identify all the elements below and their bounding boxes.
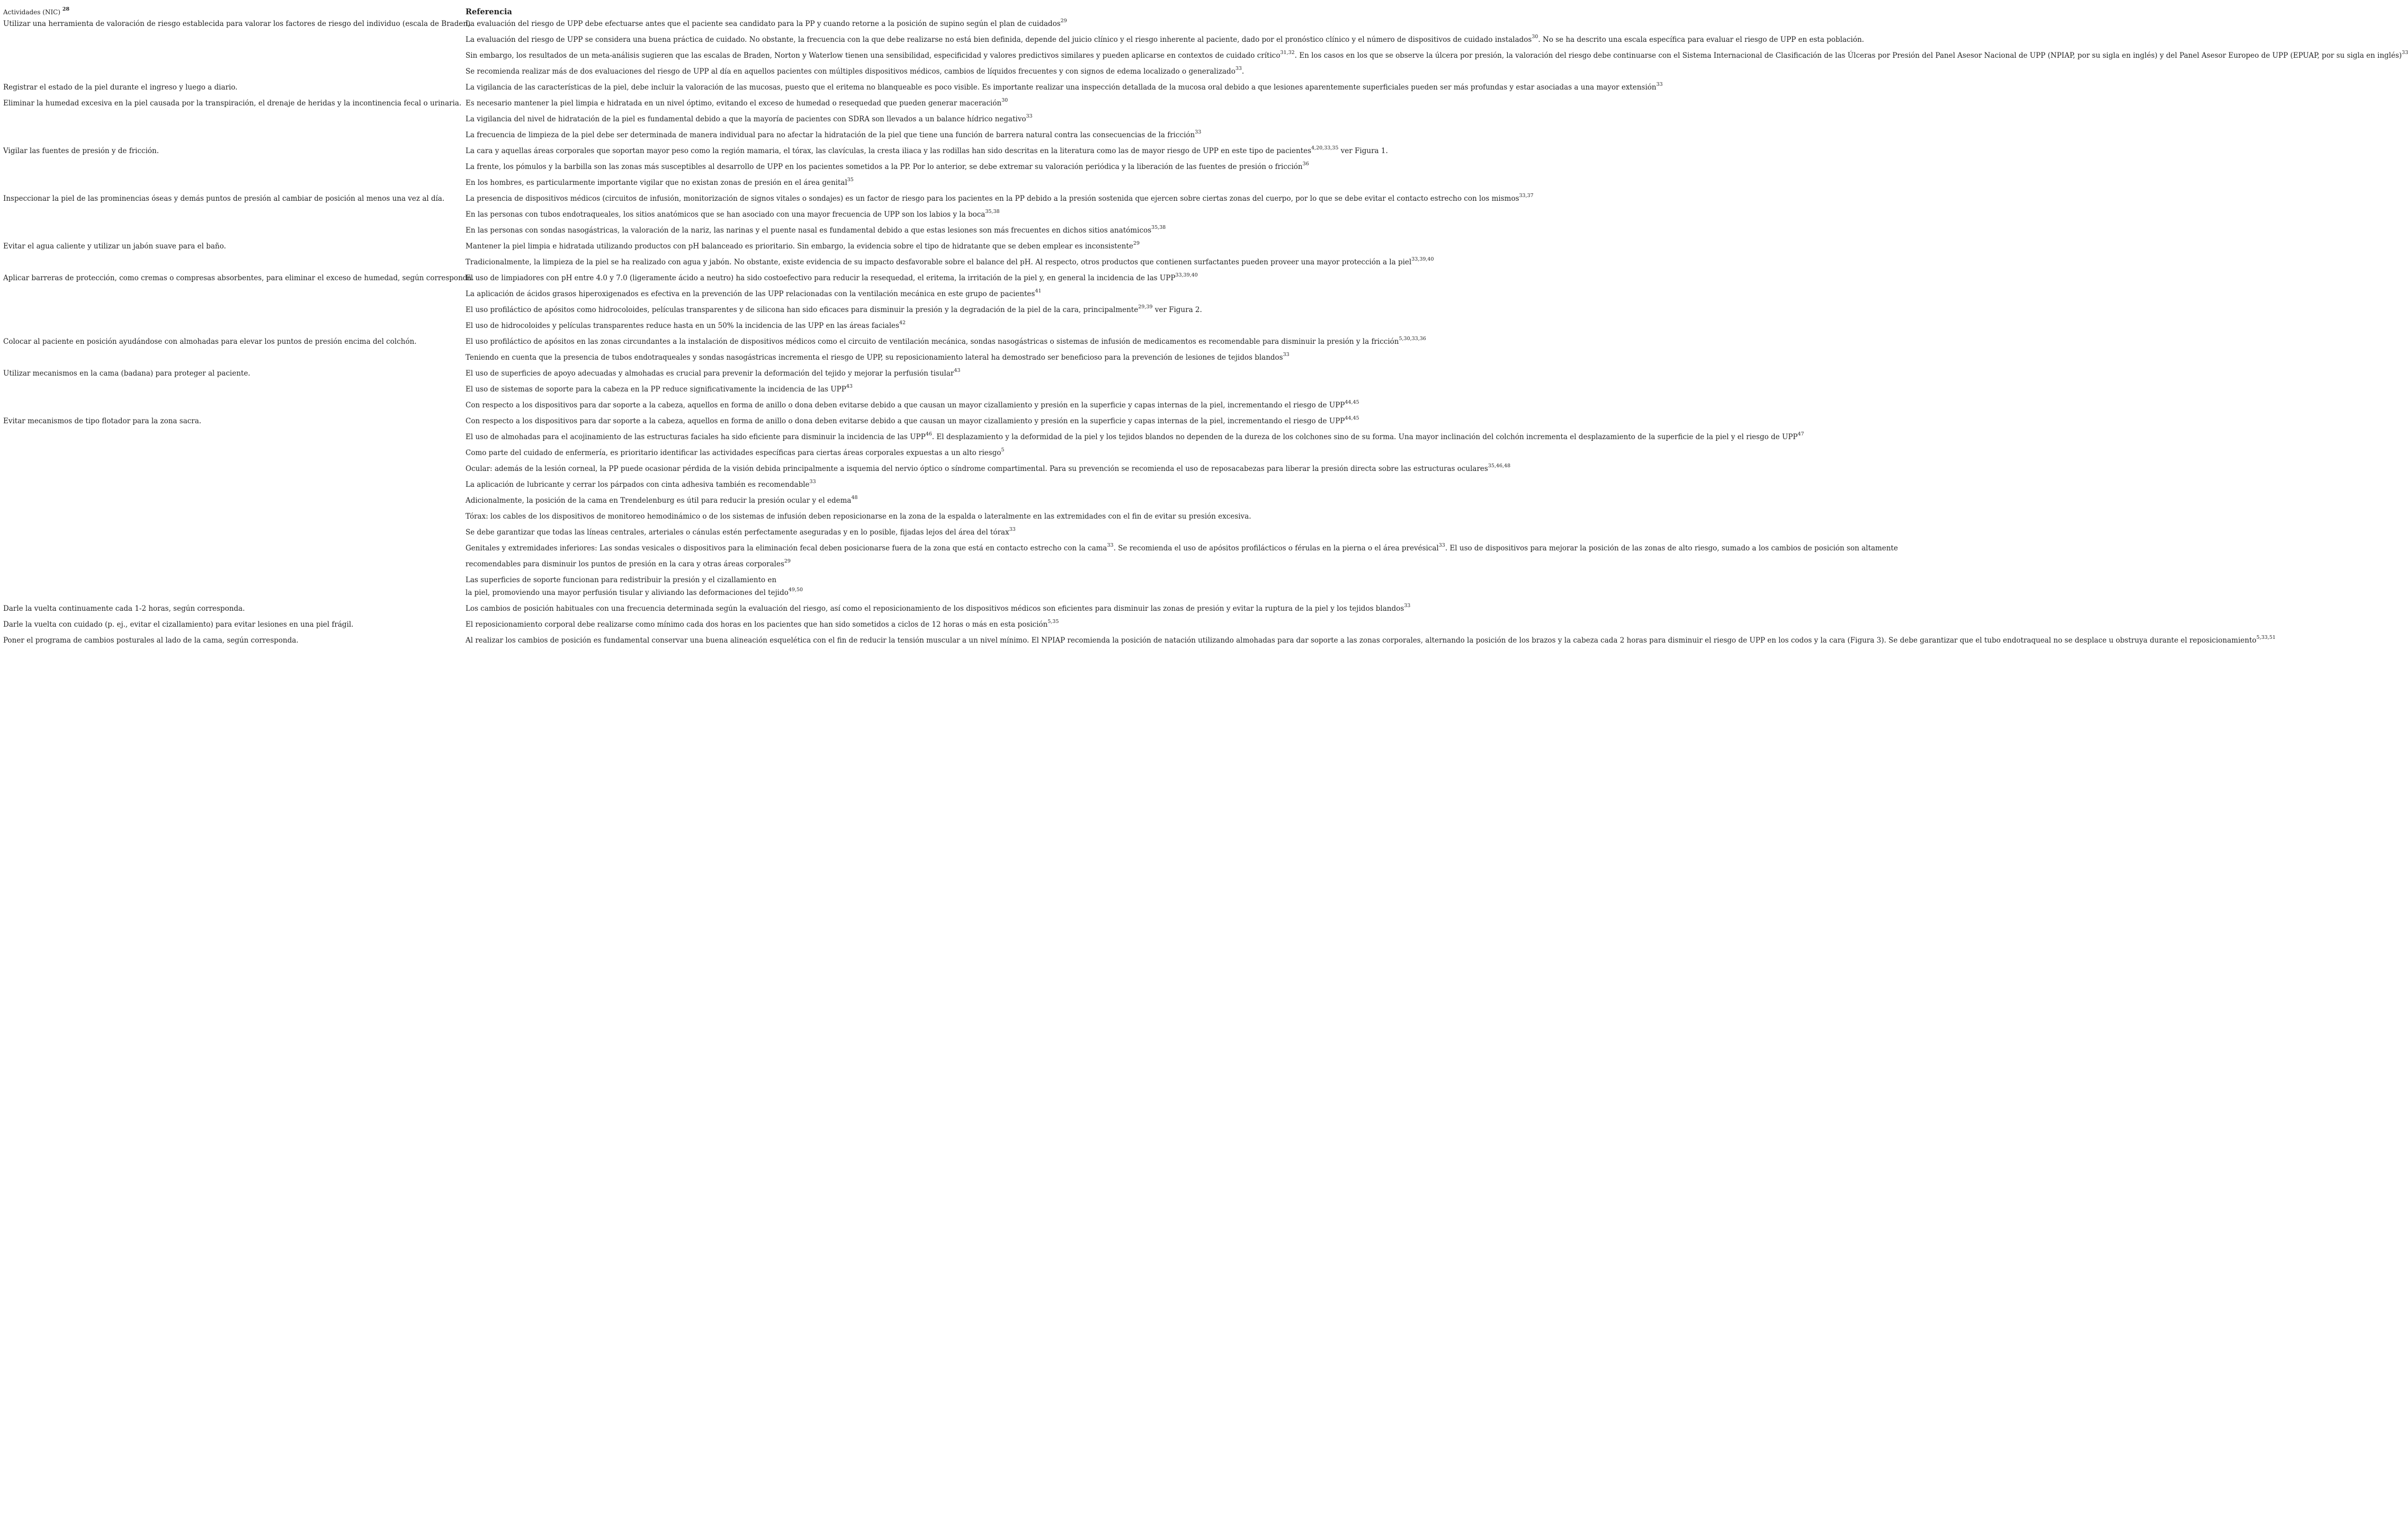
reference-text: . Se recomienda el uso de apósitos profilácticos o férulas en la pierna o el área prevésical — [1113, 544, 1439, 553]
citation: 33 — [1283, 351, 1290, 358]
citation: 29 — [1060, 17, 1067, 24]
table-header — [3, 4, 2352, 17]
citation: 30 — [1001, 97, 1008, 103]
reference-text: Teniendo en cuenta que la presencia de tubos endotraqueales y sondas nasogástricas incrementa el riesgo de UPP, su reposicionamiento lateral ha demostrado ser beneficioso para la prevención de lesiones de tejidos blandos — [466, 353, 1283, 362]
reference-cell — [466, 239, 2352, 271]
activity-cell: Evitar mecanismos de tipo flotador para la zona sacra. — [3, 417, 202, 425]
citation: 5,33,51 — [2256, 634, 2276, 640]
reference-text: Ocular: además de la lesión corneal, la PP puede ocasionar pérdida de la visión debida principalmente a isquemia del nervio óptico o síndrome compartimental. Para su prevención se recomienda el uso de reposacabezas para liberar la presión directa sobre las estructuras oculares — [466, 465, 1488, 473]
citation: 33,39,40 — [1411, 256, 1434, 262]
activities-header-citation: 28 — [62, 6, 70, 12]
reference-line — [466, 586, 2352, 602]
reference-text: . No se ha descrito una escala específica para evaluar el riesgo de UPP en esta población. — [1538, 35, 1864, 44]
reference-text: la piel, promoviendo una mayor perfusión tisular y aliviando las deformaciones del tejido — [466, 589, 789, 597]
table-row — [3, 81, 2352, 96]
citation: 43 — [846, 383, 853, 389]
activity-cell: Inspeccionar la piel de las prominencias óseas y demás puntos de presión al cambiar de posición al menos una vez al día. — [3, 194, 445, 203]
activities-header-label: Actividades (NIC) — [3, 8, 61, 16]
reference-text: La evaluación del riesgo de UPP debe efectuarse antes que el paciente sea candidato para la PP y cuando retorne a la posición de supino según el plan de cuidados — [466, 20, 1061, 28]
activity-cell: Eliminar la humedad excesiva en la piel causada por la transpiración, el drenaje de heridas y la incontinencia fecal o urinaria. — [3, 99, 462, 108]
activities-header — [3, 7, 466, 17]
reference-line — [466, 112, 2352, 128]
reference-cell — [466, 634, 2352, 649]
reference-text: El uso de almohadas para el acojinamiento de las estructuras faciales ha sido eficiente para disminuir la incidencia de las UPP — [466, 433, 926, 441]
reference-text: La vigilancia del nivel de hidratación de la piel es fundamental debido a que la mayoría de pacientes con SDRA son llevados a un balance hídrico negativo — [466, 115, 1026, 123]
reference-line — [466, 462, 2352, 478]
reference-text: Tórax: los cables de los dispositivos de monitoreo hemodinámico o de los sistemas de infusión deben reposicionarse en la zona de la espalda o lateralmente en las extremidades con el fin de evitar su presión excesiva. — [466, 512, 1251, 521]
reference-text: . El desplazamiento y la deformidad de la piel y los tejidos blandos no dependen de la dureza de los colchones sino de su forma. Una mayor inclinación del colchón incrementa el desplazamiento de la superficie de la piel y el riesgo de UPP — [932, 433, 1798, 441]
reference-line — [466, 144, 2352, 160]
reference-text: La frente, los pómulos y la barbilla son las zonas más susceptibles al desarrollo de UPP en los pacientes sometidos a la PP. Por lo anterior, se debe extremar su valoración periódica y la liberación de las fuentes de presión o fricción — [466, 163, 1303, 171]
reference-line — [466, 382, 2352, 398]
citation: 30 — [1532, 33, 1538, 40]
table-row — [3, 239, 2352, 271]
activity-cell: Evitar el agua caliente y utilizar un jabón suave para el baño. — [3, 242, 226, 251]
citation: 29,39 — [1138, 304, 1153, 310]
table-row — [3, 271, 2352, 335]
citation: 41 — [1035, 288, 1042, 294]
nic-reference-table — [3, 4, 2408, 649]
citation: 46 — [925, 431, 932, 437]
table-row — [3, 634, 2352, 649]
reference-text: Mantener la piel limpia e hidratada utilizando productos con pH balanceado es prioritario. Sin embargo, la evidencia sobre el tipo de hidratante que se deben emplear es inconsistente — [466, 242, 1133, 251]
citation: 33 — [1235, 65, 1242, 72]
reference-line — [466, 335, 2352, 351]
reference-line — [466, 398, 2352, 414]
reference-text: En los hombres, es particularmente importante vigilar que no existan zonas de presión en el área genital — [466, 179, 847, 187]
citation: 47 — [1797, 431, 1804, 437]
citation: 5,30,33,36 — [1399, 335, 1426, 342]
reference-line — [466, 287, 2352, 303]
citation: 33 — [1195, 129, 1202, 135]
reference-text: Con respecto a los dispositivos para dar soporte a la cabeza, aquellos en forma de anillo o dona deben evitarse debido a que causan un mayor cizallamiento y presión en la superficie y capas internas de la piel, incrementando el riesgo de UPP — [466, 401, 1345, 409]
reference-line — [466, 602, 2352, 618]
citation: 33 — [1009, 526, 1016, 532]
reference-line — [466, 192, 2352, 208]
citation: 29 — [784, 558, 791, 564]
reference-text: Se recomienda realizar más de dos evaluaciones del riesgo de UPP al día en aquellos pacientes con múltiples dispositivos médicos, cambios de líquidos frecuentes y con signos de edema localizado o generalizado — [466, 67, 1236, 76]
citation: 33,37 — [1519, 192, 1534, 199]
reference-text: En las personas con sondas nasogástricas, la valoración de la nariz, las narinas y el puente nasal es fundamental debido a que estas lesiones son más frecuentes en dichos sitios anatómicos — [466, 226, 1152, 235]
reference-text: El uso de hidrocoloides y películas transparentes reduce hasta en un 50% la incidencia de las UPP en las áreas faciales — [466, 322, 899, 330]
reference-text: La evaluación del riesgo de UPP se considera una buena práctica de cuidado. No obstante, la frecuencia con la que debe realizarse no está bien definida, depende del juicio clínico y el riesgo inherente al paciente, dado por el pronóstico clínico y el número de dispositivos de cuidado instalados — [466, 35, 1532, 44]
reference-text: La frecuencia de limpieza de la piel debe ser determinada de manera individual para no afectar la hidratación de la piel que tiene una función de barrera natural contra las consecuencias de la fricción — [466, 131, 1195, 139]
reference-line — [466, 319, 2352, 335]
reference-text: Los cambios de posición habituales con una frecuencia determinada según la evaluación del riesgo, así como el reposicionamiento de los dispositivos médicos son eficientes para disminuir las zonas de presión y evitar la ruptura de la piel y los tejidos blandos — [466, 604, 1404, 613]
reference-line — [466, 510, 2352, 525]
reference-line — [466, 478, 2352, 494]
reference-text: Como parte del cuidado de enfermería, es prioritario identificar las actividades específicas para ciertas áreas corporales expuestas a un alto riesgo — [466, 449, 1001, 457]
reference-text: ver Figura 2. — [1152, 306, 1202, 314]
reference-cell — [466, 192, 2352, 239]
reference-line — [466, 96, 2352, 112]
reference-line — [466, 128, 2352, 144]
reference-line — [466, 446, 2352, 462]
reference-cell — [466, 618, 2352, 634]
reference-line — [466, 414, 2352, 430]
table-row — [3, 602, 2352, 618]
reference-text: recomendables para disminuir los puntos de presión en la cara y otras áreas corporales — [466, 560, 784, 568]
table-row — [3, 192, 2352, 239]
reference-line — [466, 634, 2352, 649]
table-row — [3, 618, 2352, 634]
reference-cell — [466, 17, 2408, 81]
reference-line — [466, 224, 2352, 239]
citation: 33 — [1026, 113, 1033, 119]
reference-text: La presencia de dispositivos médicos (circuitos de infusión, monitorización de signos vitales o sondajes) es un factor de riesgo para los pacientes en la PP debido a la presión sostenida que ejercen sobre ciertas zonas del cuerpo, por lo que se debe evitar el contacto estrecho con los mismos — [466, 194, 1519, 203]
table-row — [3, 367, 2352, 414]
reference-line — [466, 494, 2352, 510]
citation: 33 — [2402, 49, 2408, 56]
reference-header: Referencia — [466, 7, 512, 16]
reference-text: El uso de limpiadores con pH entre 4.0 y 7.0 (ligeramente ácido a neutro) ha sido costoefectivo para reducir la resequedad, el eritema, la irritación de la piel y, en general la incidencia de las UPP — [466, 274, 1176, 282]
reference-line — [466, 17, 2352, 33]
reference-cell — [466, 144, 2352, 192]
citation: 43 — [954, 367, 961, 373]
reference-line — [466, 65, 2352, 81]
reference-text: . — [1241, 67, 1245, 76]
reference-line — [466, 271, 2352, 287]
citation: 35,38 — [985, 208, 1000, 215]
reference-line — [466, 430, 2352, 446]
reference-line — [466, 176, 2352, 192]
reference-text: Se debe garantizar que todas las líneas centrales, arteriales o cánulas estén perfectamente aseguradas y en lo posible, fijadas lejos del área del tórax — [466, 528, 1009, 537]
reference-text: El reposicionamiento corporal debe realizarse como mínimo cada dos horas en los pacientes que han sido sometidos a ciclos de 12 horas o más en esta posición — [466, 620, 1048, 629]
reference-line — [466, 81, 2352, 96]
activity-cell: Colocar al paciente en posición ayudándose con almohadas para elevar los puntos de presión encima del colchón. — [3, 337, 417, 346]
reference-cell — [466, 367, 2352, 414]
activity-cell: Poner el programa de cambios posturales al lado de la cama, según corresponda. — [3, 636, 299, 645]
citation: 33 — [1404, 602, 1411, 609]
reference-line — [466, 33, 2352, 49]
citation: 29 — [1133, 240, 1140, 246]
activity-cell: Darle la vuelta con cuidado (p. ej., evitar el cizallamiento) para evitar lesiones en una piel frágil. — [3, 620, 354, 629]
table-row — [3, 96, 2352, 144]
citation: 33 — [809, 478, 816, 485]
citation: 35 — [847, 176, 854, 183]
table-row — [3, 414, 2352, 602]
reference-cell — [466, 602, 2352, 618]
citation: 33,39,40 — [1175, 272, 1198, 278]
reference-text: Con respecto a los dispositivos para dar soporte a la cabeza, aquellos en forma de anillo o dona deben evitarse debido a que causan un mayor cizallamiento y presión en la superficie y capas internas de la piel, incrementando el riesgo de UPP — [466, 417, 1345, 425]
citation: 36 — [1302, 161, 1309, 167]
reference-text: Adicionalmente, la posición de la cama en Trendelenburg es útil para reducir la presión ocular y el edema — [466, 496, 852, 505]
reference-line — [466, 49, 2408, 65]
activity-cell: Aplicar barreras de protección, como cremas o compresas absorbentes, para eliminar el exceso de humedad, según corresponda. — [3, 274, 474, 282]
reference-text: El uso profiláctico de apósitos como hidrocoloides, películas transparentes y de silicona han sido eficaces para disminuir la presión y la degradación de la piel de la cara, principalmente — [466, 306, 1139, 314]
citation: 33 — [1656, 81, 1663, 87]
activity-cell: Vigilar las fuentes de presión y de fricción. — [3, 147, 159, 155]
citation: 35,46,48 — [1488, 462, 1511, 469]
citation: 49,50 — [788, 586, 803, 593]
activity-cell: Utilizar mecanismos en la cama (badana) para proteger al paciente. — [3, 369, 250, 378]
table-row — [3, 335, 2352, 367]
citation: 42 — [899, 319, 906, 326]
reference-text: En las personas con tubos endotraqueales, los sitios anatómicos que se han asociado con una mayor frecuencia de UPP son los labios y la boca — [466, 210, 986, 219]
reference-text: Al realizar los cambios de posición es fundamental conservar una buena alineación esquelética con el fin de reducir la tensión muscular a un nivel mínimo. El NPIAP recomienda la posición de natación utilizando almohadas para dar soporte a las zonas corporales, alternando la posición de los brazos y la cabeza cada 2 horas para disminuir el riesgo de UPP en los codos y la cara (Figura 3). Se debe garantizar que el tubo endotraqueal no se desplace u obstruya durante el reposicionamiento — [466, 636, 2257, 645]
reference-text: Genitales y extremidades inferiores: Las sondas vesicales o dispositivos para la eliminación fecal deben posicionarse fuera de la zona que está en contacto estrecho con la cama — [466, 544, 1107, 553]
activity-cell: Utilizar una herramienta de valoración de riesgo establecida para valorar los factores de riesgo del individuo (escala de Braden) — [3, 20, 471, 28]
reference-text: La cara y aquellas áreas corporales que soportan mayor peso como la región mamaria, el tórax, las clavículas, la cresta iliaca y las rodillas han sido descritas en la literatura como las de mayor riesgo de UPP en este tipo de pacientes — [466, 147, 1312, 155]
activity-cell: Darle la vuelta continuamente cada 1-2 horas, según corresponda. — [3, 604, 245, 613]
reference-line — [466, 367, 2352, 382]
reference-text: Las superficies de soporte funcionan para redistribuir la presión y el cizallamiento en — [466, 576, 777, 584]
reference-line — [466, 160, 2352, 176]
reference-line — [466, 239, 2352, 255]
reference-text: Sin embargo, los resultados de un meta-análisis sugieren que las escalas de Braden, Norton y Waterlow tienen una sensibilidad, especificidad y valores predictivos similares y pueden aplicarse en contextos de cuidado crítico — [466, 51, 1281, 60]
reference-cell — [466, 271, 2352, 335]
reference-line — [466, 255, 2352, 271]
reference-line — [466, 525, 2352, 541]
citation: 48 — [851, 494, 858, 501]
reference-line — [466, 557, 2352, 573]
reference-line — [466, 351, 2352, 367]
reference-line — [466, 303, 2352, 319]
reference-text: La aplicación de lubricante y cerrar los párpados con cinta adhesiva también es recomendable — [466, 480, 810, 489]
citation: 5 — [1001, 447, 1005, 453]
citation: 44,45 — [1345, 399, 1359, 405]
reference-text: El uso profiláctico de apósitos en las zonas circundantes a la instalación de dispositivos médicos como el circuito de ventilación mecánica, sondas nasogástricas o sistemas de infusión de medicamentos es recomendable para disminuir la presión y la fricción — [466, 337, 1399, 346]
reference-text: El uso de superficies de apoyo adecuadas y almohadas es crucial para prevenir la deformación del tejido y mejorar la perfusión tisular — [466, 369, 954, 378]
reference-line — [466, 208, 2352, 224]
table-row — [3, 144, 2352, 192]
reference-cell — [466, 96, 2352, 144]
citation: 44,45 — [1345, 415, 1359, 421]
reference-cell — [466, 335, 2352, 367]
activity-cell: Registrar el estado de la piel durante el ingreso y luego a diario. — [3, 83, 238, 92]
reference-cell — [466, 81, 2352, 96]
reference-line — [466, 541, 2352, 557]
reference-text: La vigilancia de las características de la piel, debe incluir la valoración de las mucosas, puesto que el eritema no blanqueable es poco visible. Es importante realizar una inspección detallada de la mucosa oral debido a que lesiones aparentemente superficiales pueden ser más profundas y estar asociadas a una mayor extensión — [466, 83, 1657, 92]
table-body — [3, 17, 2408, 649]
reference-text: ver Figura 1. — [1338, 147, 1388, 155]
citation: 33 — [1107, 542, 1114, 548]
table-row — [3, 17, 2408, 81]
citation: 35,38 — [1151, 224, 1166, 230]
reference-text: . En los casos en los que se observe la úlcera por presión, la valoración del riesgo debe continuarse con el Sistema Internacional de Clasificación de las Úlceras por Presión del Panel Asesor Nacional de UPP (NPIAP, por su sigla en inglés) y del Panel Asesor Europeo de UPP (EPUAP, por su sigla en inglés) — [1294, 51, 2402, 60]
reference-text: Tradicionalmente, la limpieza de la piel se ha realizado con agua y jabón. No obstante, existe evidencia de su impacto desfavorable sobre el balance del pH. Al respecto, otros productos que contienen surfactantes pueden proveer una mayor protección a la piel — [466, 258, 1412, 266]
citation: 4,20,33,35 — [1311, 145, 1339, 151]
citation: 5,35 — [1048, 618, 1059, 625]
citation: 31,32 — [1280, 49, 1295, 56]
reference-cell — [466, 414, 2352, 602]
reference-text: La aplicación de ácidos grasos hiperoxigenados es efectiva en la prevención de las UPP relacionadas con la ventilación mecánica en este grupo de pacientes — [466, 290, 1035, 298]
citation: 33 — [1438, 542, 1445, 548]
reference-text: El uso de sistemas de soporte para la cabeza en la PP reduce significativamente la incidencia de las UPP — [466, 385, 846, 394]
reference-line — [466, 618, 2352, 634]
reference-text: . El uso de dispositivos para mejorar la posición de las zonas de alto riesgo, sumado a los cambios de posición son altamente — [1445, 544, 1898, 553]
reference-text: Es necesario mantener la piel limpia e hidratada en un nivel óptimo, evitando el exceso de humedad o resequedad que pueden generar maceración — [466, 99, 1002, 108]
reference-line — [466, 573, 2352, 586]
